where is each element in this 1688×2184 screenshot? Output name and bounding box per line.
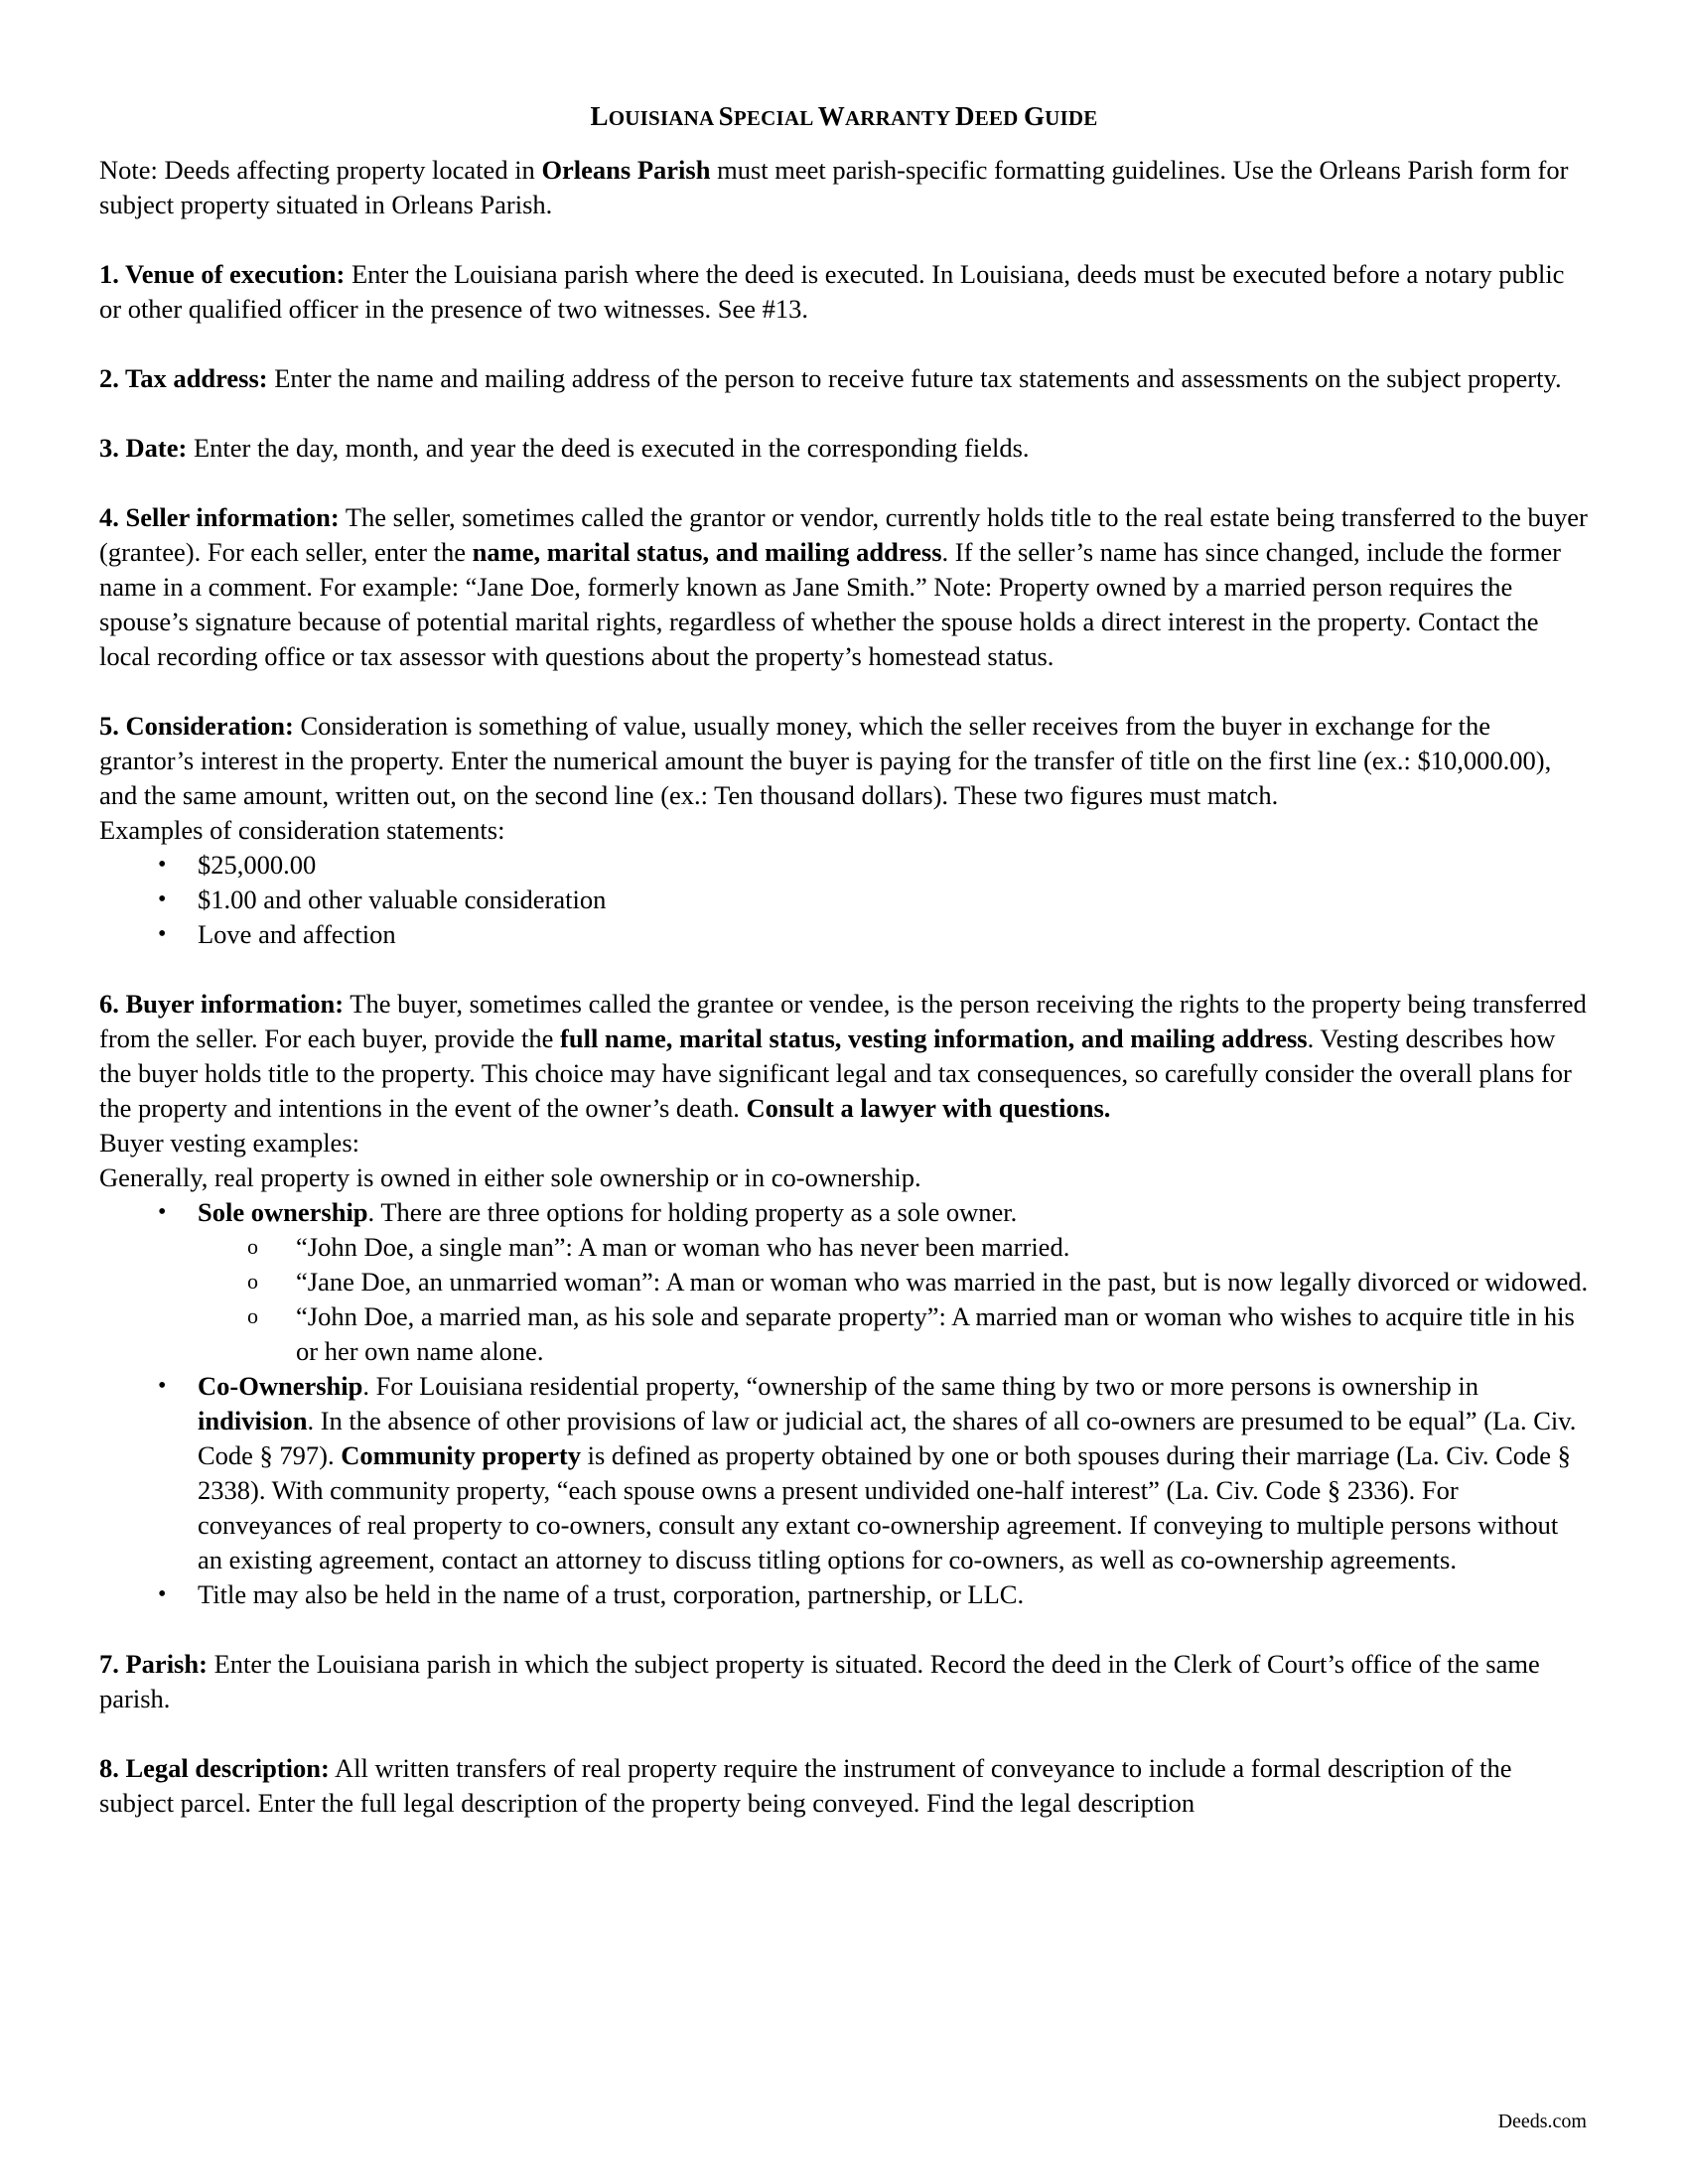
footer-site-name: Deeds.com <box>1497 2111 1587 2132</box>
page-title: LOUISIANA SPECIAL WARRANTY DEED GUIDE <box>590 101 1098 131</box>
section-seller-information: 4. Seller information: The seller, sometimes called the grantor or vendor, currently holds title to the real estate being transferred to the buyer (grantee). For each seller, enter the name, marital status, and mailing address. If the seller’s name has since changed, include the former name in a comment. For example: “Jane Doe, formerly known as Jane Smith.” Note: Property owned by a married person requires the spouse’s signature because of potential marital rights, regardless of whether the spouse holds a direct interest in the property. Contact the local recording office or tax assessor with questions about the property’s homestead status. <box>99 502 1588 671</box>
orleans-note: Note: Deeds affecting property located in Orleans Parish must meet parish-specific formatting guidelines. Use the Orleans Parish form for subject property situated in Orleans Parish. <box>99 155 1569 219</box>
section-tax-address: 2. Tax address: Enter the name and mailing address of the person to receive future tax statements and assessments on the subject property. <box>99 363 1562 393</box>
list-item: o “Jane Doe, an unmarried woman”: A man or woman who was married in the past, but is now legally divorced or widowed. <box>99 1265 1589 1299</box>
section-heading: 4. Seller information: <box>99 502 340 532</box>
sole-ownership-options <box>198 1230 1589 1369</box>
list-item: o “John Doe, a married man, as his sole and separate property”: A married man or woman who wishes to acquire title in his or her own name alone. <box>99 1299 1589 1369</box>
section-heading: 6. Buyer information: <box>99 989 345 1019</box>
section-heading: 2. Tax address: <box>99 363 268 393</box>
section-legal-description: 8. Legal description: All written transfers of real property require the instrument of conveyance to include a formal description of the subject parcel. Enter the full legal description of the property being conveyed. Find the legal description <box>99 1753 1512 1818</box>
section-heading: 3. Date: <box>99 433 188 463</box>
vesting-list <box>99 1195 1589 1612</box>
list-item-trust: • Title may also be held in the name of a trust, corporation, partnership, or LLC. <box>99 1577 1589 1612</box>
section-heading: 5. Consideration: <box>99 711 294 741</box>
document-page <box>99 99 1589 1855</box>
list-item-co-ownership: • Co-Ownership. For Louisiana residential property, “ownership of the same thing by two or more persons is ownership in indivision. In the absence of other provisions of law or judicial act, the shares of all co-owners are presumed to be equal” (La. Civ. Code § 797). Community property is defined as property obtained by one or both spouses during their marriage (La. Civ. Code § 2338). With community property, “each spouse owns a present undivided one-half interest” (La. Civ. Code § 2336). For conveyances of real property to co-owners, consult any extant co-ownership agreement. If conveying to multiple persons without an existing agreement, contact an attorney to discuss titling options for co-owners, as well as co-ownership agreements. <box>99 1369 1589 1577</box>
section-venue-of-execution: 1. Venue of execution: Enter the Louisiana parish where the deed is executed. In Louisiana, deeds must be executed before a notary public or other qualified officer in the presence of two witnesses. See #13. <box>99 259 1565 324</box>
section-buyer-information: 6. Buyer information: The buyer, sometimes called the grantee or vendee, is the person receiving the rights to the property being transferred from the seller. For each buyer, provide the full name, marital status, vesting information, and mailing address. Vesting describes how the buyer holds title to the property. This choice may have significant legal and tax consequences, so carefully consider the overall plans for the property and intentions in the event of the owner’s death. Consult a lawyer with questions. Buyer vesting examples: Generally, real property is owned in either sole ownership or in co-ownership. • Sole ownership. There are three options for holding property as a sole owner. o “John Doe, a single man”: A man or woman who has never been married. o “Jane Doe, an unmarried woman”: A man or woman who was married in the past, but is now legally divorced or widowed. o “John Doe, a married man, as his sole and separate property”: A married man or woman who wishes to acquire title in his or her own name alone. • Co-Ownership. For Louisiana residential property, “ownership of the same thing by two or more persons is ownership in indivision. In the absence of other provisions of law or judicial act, the shares of all co-owners are presumed to be equal” (La. Civ. Code § 797). Community property is defined as property obtained by one or both spouses during their marriage (La. Civ. Code § 2338). With community property, “each spouse owns a present undivided one-half interest” (La. Civ. Code § 2336). For conveyances of real property to co-owners, consult any extant co-ownership agreement. If conveying to multiple persons without an existing agreement, contact an attorney to discuss titling options for co-owners, as well as co-ownership agreements. • Title may also be held in the name of a trust, corporation, partnership, or LLC. <box>99 987 1589 1647</box>
section-heading: 1. Venue of execution: <box>99 259 346 289</box>
section-heading: 8. Legal description: <box>99 1753 330 1783</box>
consideration-examples-label: Examples of consideration statements: <box>99 815 505 845</box>
section-consideration: 5. Consideration: Consideration is something of value, usually money, which the seller receives from the buyer in exchange for the grantor’s interest in the property. Enter the numerical amount the buyer is paying for the transfer of title on the first line (ex.: $10,000.00), and the same amount, written out, on the second line (ex.: Ten thousand dollars). These two figures must match. Examples of consideration statements: • $25,000.00 • $1.00 and other valuable consideration • Love and affection <box>99 709 1589 987</box>
section-heading: 7. Parish: <box>99 1649 208 1679</box>
list-item: • Love and affection <box>99 917 1589 952</box>
vesting-examples-label: Buyer vesting examples: <box>99 1128 359 1158</box>
list-item-sole-ownership: • Sole ownership. There are three options for holding property as a sole owner. o “John Doe, a single man”: A man or woman who has never been married. o “Jane Doe, an unmarried woman”: A man or woman who was married in the past, but is now legally divorced or widowed. o “John Doe, a married man, as his sole and separate property”: A married man or woman who wishes to acquire title in his or her own name alone. <box>99 1195 1589 1369</box>
section-date: 3. Date: Enter the day, month, and year the deed is executed in the corresponding fields. <box>99 433 1030 463</box>
list-item: • $25,000.00 <box>99 848 1589 883</box>
list-item: o “John Doe, a single man”: A man or woman who has never been married. <box>99 1230 1589 1265</box>
list-item: • $1.00 and other valuable consideration <box>99 883 1589 917</box>
vesting-intro: Generally, real property is owned in either sole ownership or in co-ownership. <box>99 1162 921 1192</box>
consideration-examples-list <box>99 848 1589 952</box>
section-parish: 7. Parish: Enter the Louisiana parish in which the subject property is situated. Record the deed in the Clerk of Court’s office of the same parish. <box>99 1649 1540 1713</box>
